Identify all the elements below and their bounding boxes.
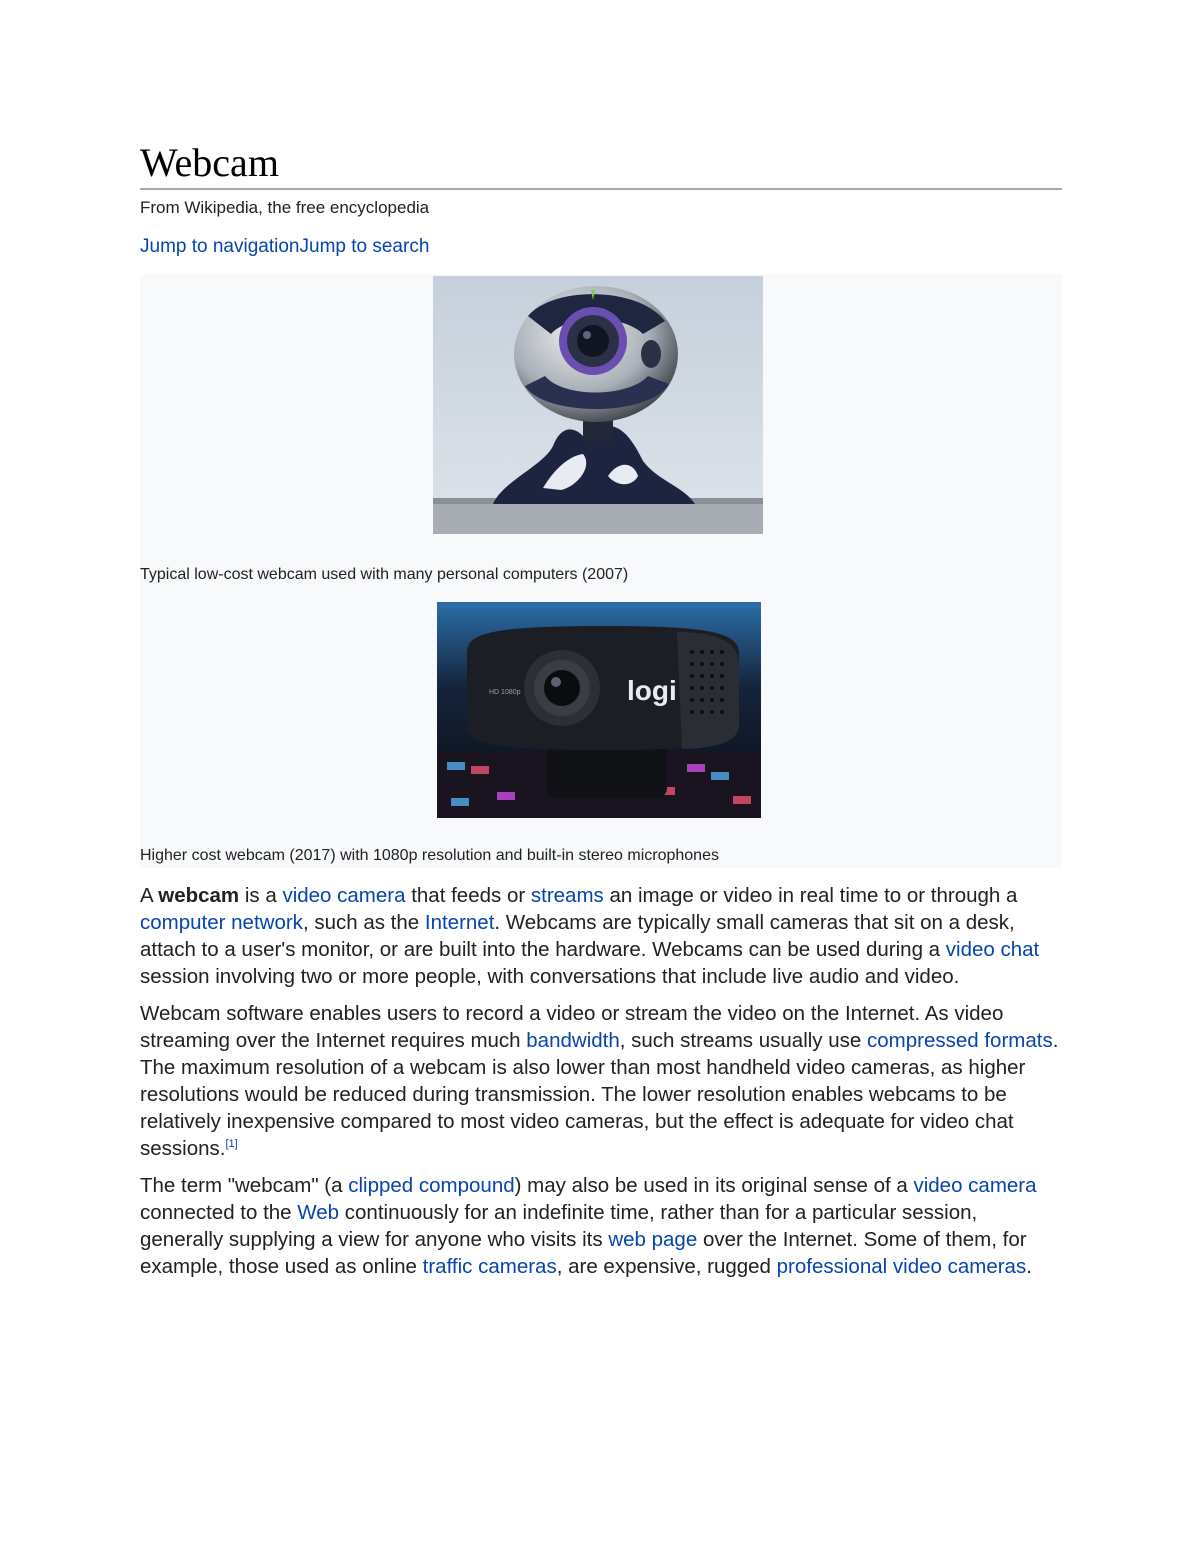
text-run: , such streams usually use <box>619 1029 867 1052</box>
webcam-photo-2017[interactable] <box>437 602 761 818</box>
link-web-page[interactable]: web page <box>608 1228 698 1251</box>
text-run: Webcam software enables users to record a video or stream the video on the Internet. As video streaming over the Internet requires much <box>140 1002 1004 1052</box>
link-internet[interactable]: Internet <box>424 911 495 934</box>
logo-text: logi <box>627 675 677 706</box>
webcam-2007-illustration <box>433 276 763 534</box>
article <box>140 140 1062 1280</box>
link-bandwidth[interactable]: bandwidth <box>526 1029 620 1052</box>
page-title: Webcam <box>140 140 1062 190</box>
link-video-chat[interactable]: video chat <box>945 938 1040 961</box>
hd-badge-text: HD 1080p <box>489 689 521 696</box>
text-run: connected to the <box>140 1201 298 1224</box>
webcam-photo-2007[interactable] <box>433 276 763 534</box>
text-run: continuously for an indefinite time, rather than for a particular session, generally supplying a view for anyone who visits its <box>140 1201 978 1251</box>
text-run: over the Internet. Some of them, for example, those used as online <box>140 1228 1027 1278</box>
text-run: . <box>1026 1255 1032 1278</box>
bold-term: webcam <box>158 884 240 907</box>
paragraph-2 <box>140 1000 1062 1162</box>
jump-to-navigation-link[interactable]: Jump to navigation <box>140 236 300 257</box>
link-web[interactable]: Web <box>297 1201 340 1224</box>
text-run: , are expensive, rugged <box>556 1255 777 1278</box>
link-professional-video-cameras[interactable]: professional video cameras <box>776 1255 1027 1278</box>
tagline: From Wikipedia, the free encyclopedia <box>140 198 430 217</box>
link-video-camera[interactable]: video camera <box>282 884 406 907</box>
link-computer-network[interactable]: computer network <box>140 911 303 934</box>
figure-caption-1: Typical low-cost webcam used with many personal computers (2007) <box>140 566 629 583</box>
link-compressed-formats[interactable]: compressed formats <box>867 1029 1053 1052</box>
webcam-2017-illustration <box>437 602 761 818</box>
reference-link-1[interactable]: [1] <box>225 1138 238 1151</box>
text-run: that feeds or <box>405 884 531 907</box>
link-traffic-cameras[interactable]: traffic cameras <box>422 1255 557 1278</box>
text-run: , such as the <box>302 911 425 934</box>
text-run: . Webcams are typically small cameras that sit on a desk, attach to a user's monitor, or are built into the hardware. Webcams can be used during a <box>140 911 1015 961</box>
paragraph-3 <box>140 1172 1062 1280</box>
text-run: The term "webcam" (a <box>140 1174 349 1197</box>
figure-caption-2: Higher cost webcam (2017) with 1080p resolution and built-in stereo microphones <box>140 847 719 864</box>
text-run: A <box>140 884 159 907</box>
infobox <box>140 274 1062 868</box>
text-run: ) may also be used in its original sense of a <box>514 1174 914 1197</box>
link-clipped-compound[interactable]: clipped compound <box>348 1174 515 1197</box>
link-video-camera-2[interactable]: video camera <box>913 1174 1037 1197</box>
text-run: an image or video in real time to or through a <box>603 884 1018 907</box>
jump-to-search-link[interactable]: Jump to search <box>299 236 430 257</box>
link-streams[interactable]: streams <box>530 884 604 907</box>
text-run: . The maximum resolution of a webcam is also lower than most handheld video cameras, as higher resolutions would be reduced during transmission. The lower resolution enables webcams to be relatively inexpensive compared to most video cameras, but the effect is adequate for video chat sessions. <box>140 1029 1059 1160</box>
text-run: is a <box>239 884 283 907</box>
jump-links <box>140 236 1062 258</box>
paragraph-1 <box>140 882 1062 990</box>
text-run: session involving two or more people, with conversations that include live audio and video. <box>140 965 960 988</box>
